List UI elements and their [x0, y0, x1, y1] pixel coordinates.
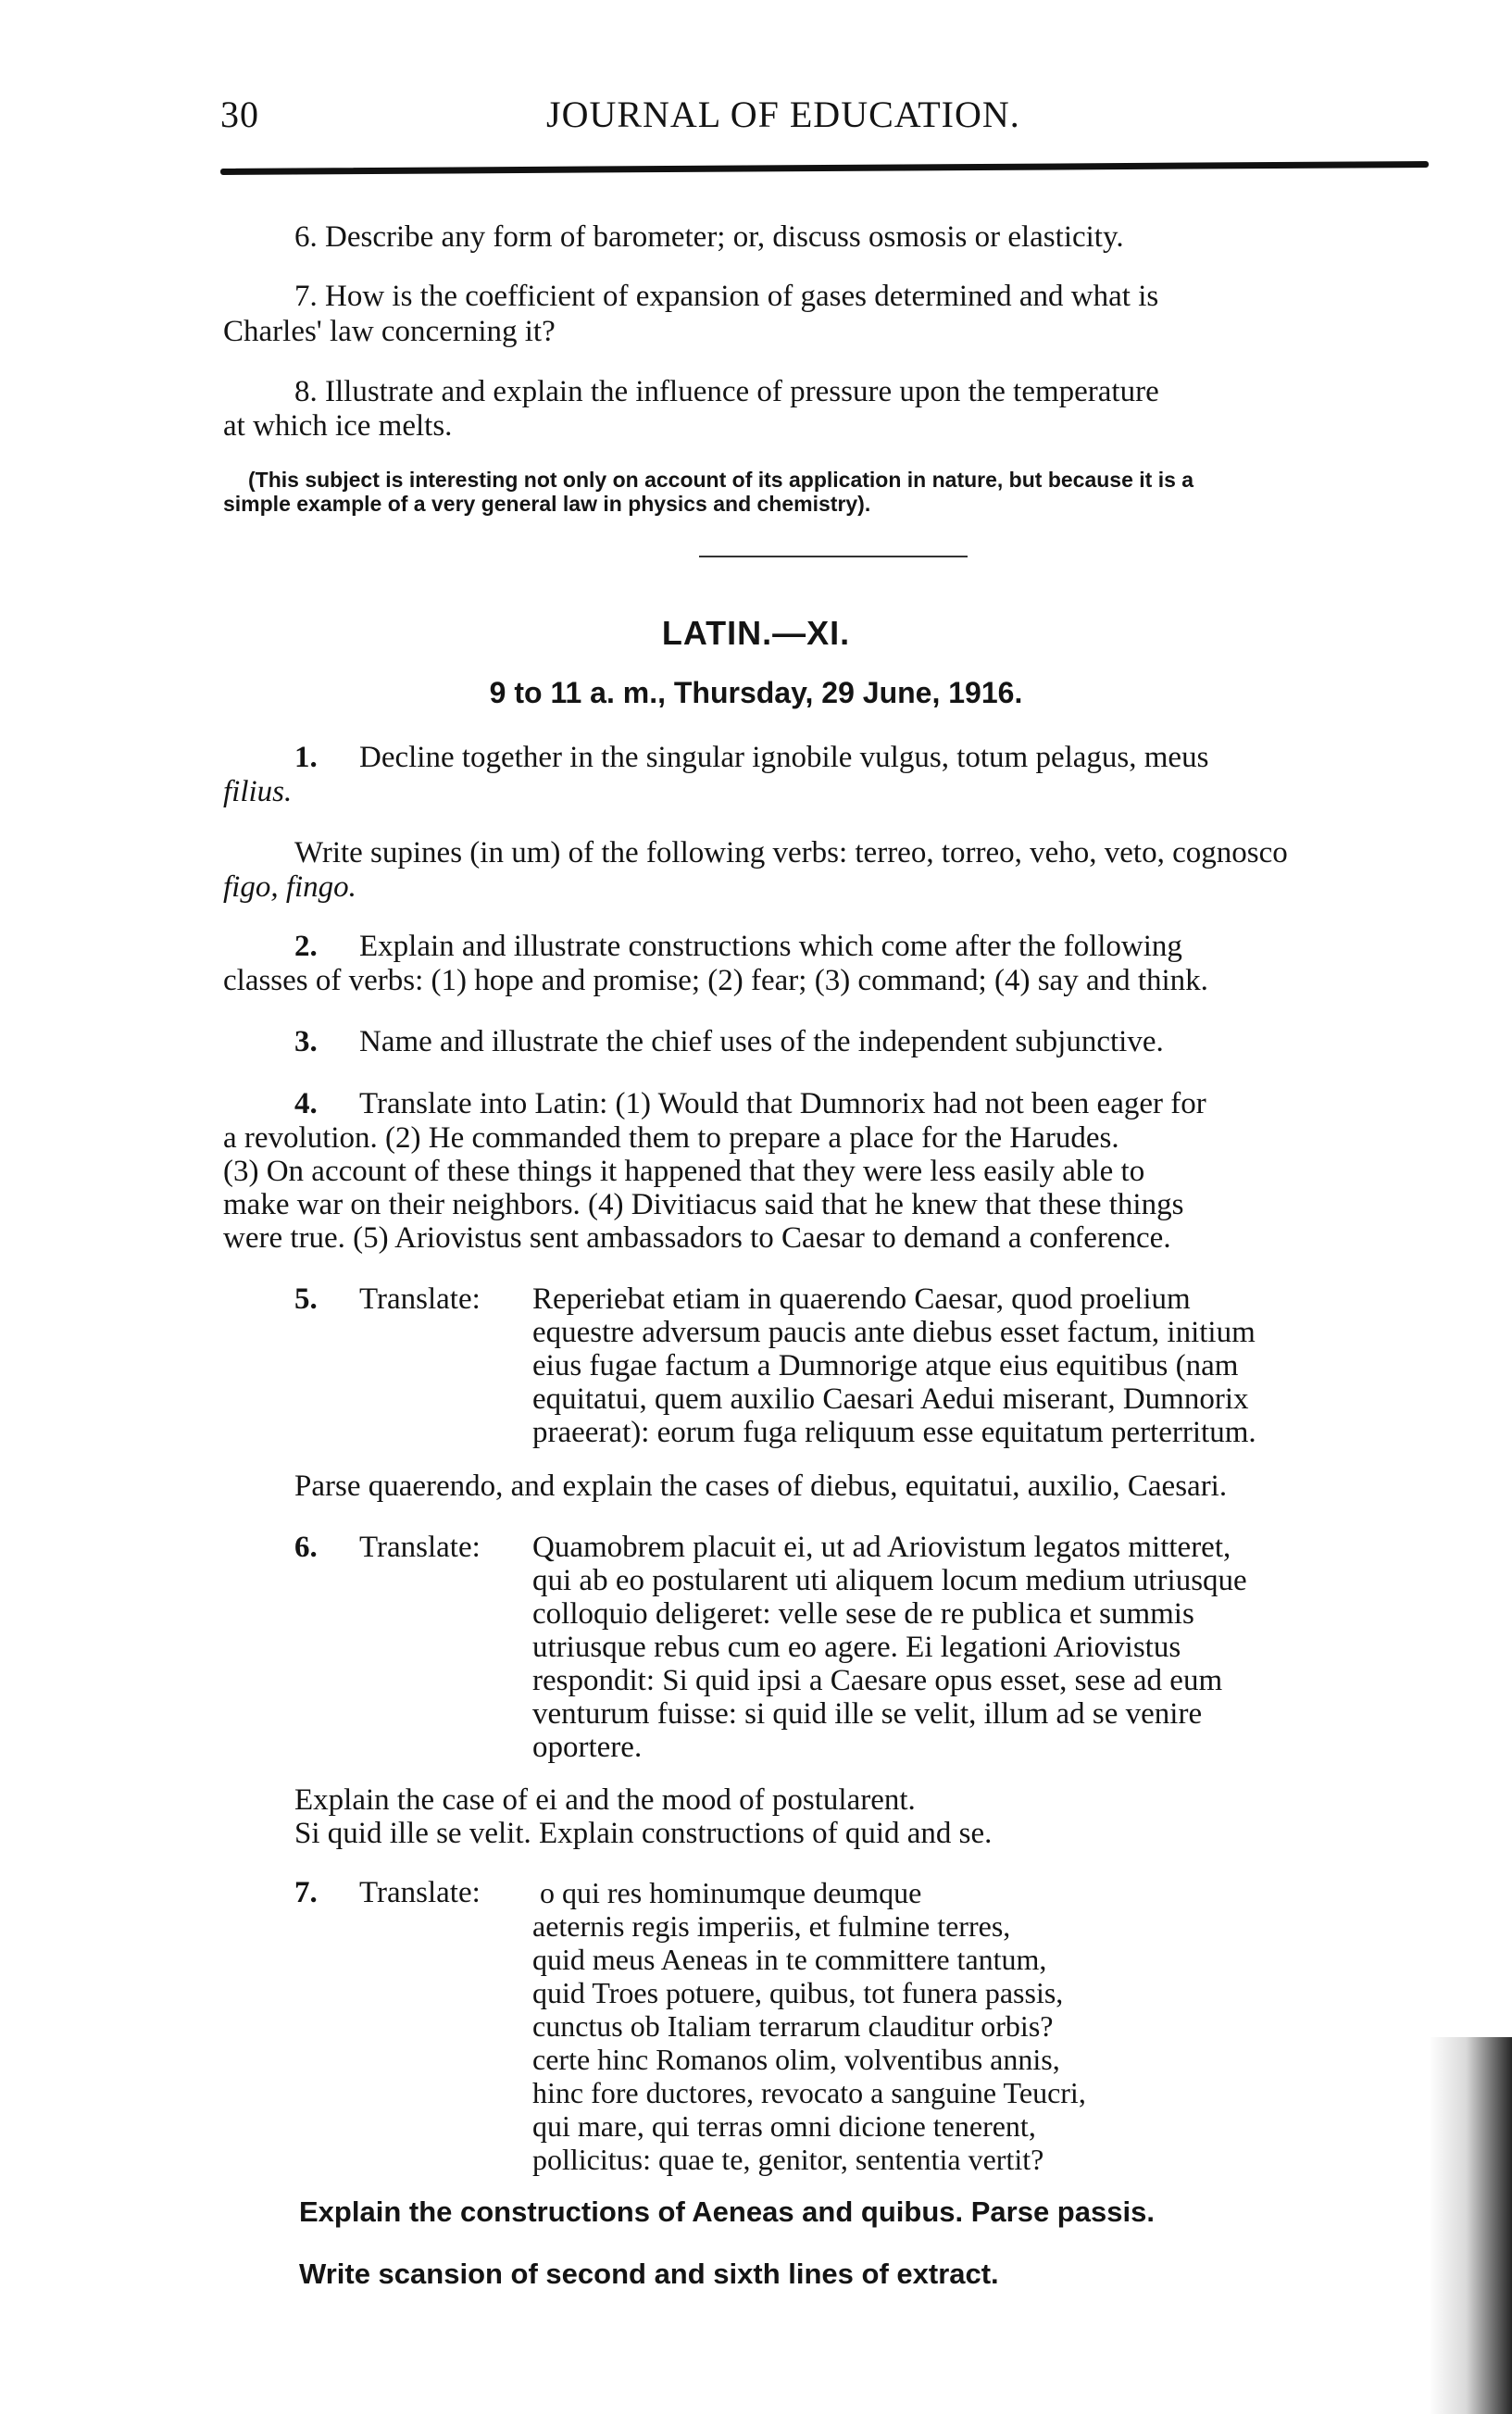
supines-line-1: Write supines (in um) of the following verbs: terreo, torreo, veho, veto, cognosco — [294, 836, 1288, 869]
translate-label-7: Translate: — [359, 1876, 481, 1909]
latin-question-2-line-1: Explain and illustrate constructions which come after the following — [359, 930, 1182, 963]
physics-question-6: 6. Describe any form of barometer; or, discuss osmosis or elasticity. — [294, 220, 1124, 254]
verse-line-7: hinc fore ductores, revocato a sanguine Teucri, — [532, 2076, 1086, 2109]
scan-edge-shadow — [1429, 2037, 1512, 2414]
passage-6-line-2: qui ab eo postularent uti aliquem locum medium utriusque — [532, 1564, 1247, 1597]
latin-question-1-line-1: Decline together in the singular ignobile vulgus, totum pelagus, meus — [359, 741, 1209, 774]
translate-label-5: Translate: — [359, 1282, 481, 1316]
physics-question-8-line-1: 8. Illustrate and explain the influence of pressure upon the temperature — [294, 375, 1159, 408]
explain-question-6-line-1: Explain the case of ei and the mood of postularent. — [294, 1783, 916, 1817]
question-number-5: 5. — [294, 1282, 318, 1316]
physics-note-line-1: (This subject is interesting not only on account of its application in nature, but because it is a — [248, 468, 1194, 492]
passage-5-line-2: equestre adversum paucis ante diebus esset factum, initium — [532, 1316, 1256, 1349]
verse-line-4: quid Troes potuere, quibus, tot funera passis, — [532, 1976, 1064, 2009]
passage-5-line-3: eius fugae factum a Dumnorige atque eius equitibus (nam — [532, 1349, 1239, 1382]
verse-line-9: pollicitus: quae te, genitor, sententia vertit? — [532, 2143, 1044, 2176]
explain-question-7: Explain the constructions of Aeneas and quibus. Parse passis. — [299, 2195, 1155, 2228]
physics-note-line-2: simple example of a very general law in physics and chemistry). — [223, 492, 871, 516]
question-number-1: 1. — [294, 741, 318, 774]
latin-question-3: Name and illustrate the chief uses of the independent subjunctive. — [359, 1025, 1164, 1058]
translate-label-6: Translate: — [359, 1531, 481, 1564]
latin-question-4-line-5: were true. (5) Ariovistus sent ambassadors to Caesar to demand a conference. — [223, 1221, 1171, 1255]
physics-question-8-line-2: at which ice melts. — [223, 409, 453, 443]
verse-line-6: certe hinc Romanos olim, volventibus annis, — [532, 2043, 1060, 2076]
passage-6-line-6: venturum fuisse: si quid ille se velit, illum ad se venire — [532, 1697, 1203, 1731]
passage-5-line-5: praeerat): eorum fuga reliquum esse equitatum perterritum. — [532, 1416, 1256, 1449]
latin-question-1-line-2: filius. — [223, 775, 293, 808]
physics-question-7-line-2: Charles' law concerning it? — [223, 315, 556, 348]
section-divider — [699, 556, 968, 557]
latin-question-4-line-2: a revolution. (2) He commanded them to prepare a place for the Harudes. — [223, 1121, 1119, 1155]
passage-6-line-4: utriusque rebus cum eo agere. Ei legationi Ariovistus — [532, 1631, 1181, 1664]
supines-line-2: figo, fingo. — [223, 870, 356, 904]
passage-5-line-1: Reperiebat etiam in quaerendo Caesar, quod proelium — [532, 1282, 1191, 1316]
physics-question-7-line-1: 7. How is the coefficient of expansion of gases determined and what is — [294, 280, 1159, 313]
question-number-4: 4. — [294, 1087, 318, 1120]
latin-question-4-line-3: (3) On account of these things it happened that they were less easily able to — [223, 1155, 1145, 1188]
question-number-7: 7. — [294, 1876, 318, 1909]
latin-question-4-line-4: make war on their neighbors. (4) Divitiacus said that he knew that these things — [223, 1188, 1184, 1221]
section-title: LATIN.—XI. — [661, 614, 851, 652]
journal-title: JOURNAL OF EDUCATION. — [546, 94, 1020, 135]
parse-question-5: Parse quaerendo, and explain the cases of diebus, equitatui, auxilio, Caesari. — [294, 1470, 1228, 1503]
question-number-3: 3. — [294, 1025, 318, 1058]
latin-question-4-line-1: Translate into Latin: (1) Would that Dumnorix had not been eager for — [359, 1087, 1206, 1120]
passage-5-line-4: equitatui, quem auxilio Caesari Aedui miserant, Dumnorix — [532, 1382, 1249, 1416]
verse-line-1: o qui res hominumque deumque — [540, 1876, 922, 1909]
latin-question-2-line-2: classes of verbs: (1) hope and promise; (2) fear; (3) command; (4) say and think. — [223, 964, 1208, 997]
verse-line-8: qui mare, qui terras omni dicione tenerent, — [532, 2109, 1036, 2143]
exam-date-line: 9 to 11 a. m., Thursday, 29 June, 1916. — [489, 676, 1023, 709]
page-number: 30 — [220, 94, 259, 135]
header-rule — [220, 161, 1429, 175]
verse-line-5: cunctus ob Italiam terrarum clauditur orbis? — [532, 2009, 1054, 2043]
scansion-question: Write scansion of second and sixth lines of extract. — [299, 2258, 999, 2290]
explain-question-6-line-2: Si quid ille se velit. Explain constructions of quid and se. — [294, 1817, 993, 1850]
question-number-2: 2. — [294, 930, 318, 963]
passage-6-line-1: Quamobrem placuit ei, ut ad Ariovistum legatos mitteret, — [532, 1531, 1231, 1564]
passage-6-line-3: colloquio deligeret: velle sese de re publica et summis — [532, 1597, 1194, 1631]
passage-6-line-7: oportere. — [532, 1731, 643, 1764]
verse-line-3: quid meus Aeneas in te committere tantum, — [532, 1943, 1047, 1976]
question-number-6: 6. — [294, 1531, 318, 1564]
passage-6-line-5: respondit: Si quid ipsi a Caesare opus esset, sese ad eum — [532, 1664, 1223, 1697]
verse-line-2: aeternis regis imperiis, et fulmine terres, — [532, 1909, 1011, 1943]
